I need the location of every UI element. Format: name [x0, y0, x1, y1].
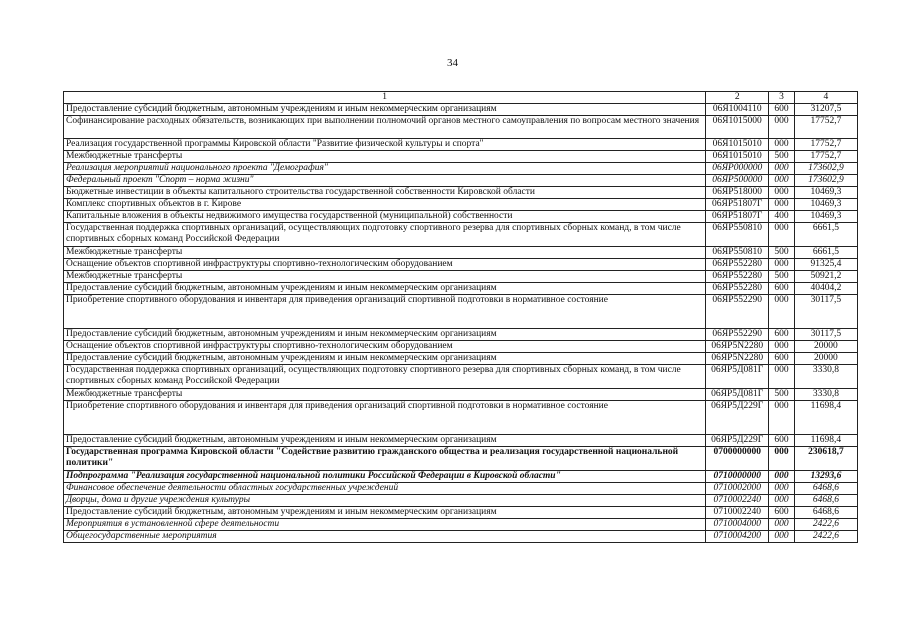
- table-row: [64, 151, 858, 163]
- budget-table-body: [64, 92, 858, 543]
- row-name-cell: Государственная поддержка спортивных организаций, осуществляющих подготовку спортивного резерва для спортивных сборных команд, в том числе спортивных сборных команд Российской Федерации: [64, 365, 706, 389]
- row-name-cell: Бюджетные инвестиции в объекты капитального строительства государственной собственности Кировской области: [64, 187, 706, 199]
- row-expense-type-cell: 000: [769, 447, 794, 471]
- row-expense-type-cell: 000: [769, 519, 794, 531]
- row-code-cell: 0710000000: [706, 471, 769, 483]
- table-row: [64, 247, 858, 259]
- row-name-cell: Финансовое обеспечение деятельности областных государственных учреждений: [64, 483, 706, 495]
- table-row: [64, 187, 858, 199]
- table-row: [64, 389, 858, 401]
- row-code-cell: 06Я1015010: [706, 151, 769, 163]
- row-name-cell: Предоставление субсидий бюджетным, автономным учреждениям и иным некоммерческим организациям: [64, 435, 706, 447]
- row-amount-cell: 230618,7: [794, 447, 857, 471]
- row-name-cell: Межбюджетные трансферты: [64, 151, 706, 163]
- row-expense-type-cell: 600: [769, 104, 794, 116]
- row-expense-type-cell: 000: [769, 401, 794, 435]
- row-code-cell: 0710004200: [706, 531, 769, 543]
- row-code-cell: 0700000000: [706, 447, 769, 471]
- row-name-cell: Предоставление субсидий бюджетным, автономным учреждениям и иным некоммерческим организациям: [64, 104, 706, 116]
- row-amount-cell: 20000: [794, 341, 857, 353]
- row-name-cell: Приобретение спортивного оборудования и инвентаря для приведения организаций спортивной подготовки в нормативное состояние: [64, 295, 706, 329]
- table-row: [64, 483, 858, 495]
- table-row: [64, 259, 858, 271]
- row-code-cell: 0710002000: [706, 483, 769, 495]
- row-code-cell: 06ЯР5N2280: [706, 341, 769, 353]
- table-row: [64, 495, 858, 507]
- row-expense-type-cell: 000: [769, 531, 794, 543]
- row-amount-cell: 3330,8: [794, 389, 857, 401]
- row-code-cell: 06ЯР552280: [706, 271, 769, 283]
- row-expense-type-cell: 000: [769, 223, 794, 247]
- row-code-cell: 06Я1015000: [706, 116, 769, 139]
- row-name-cell: Дворцы, дома и другие учреждения культуры: [64, 495, 706, 507]
- table-row: [64, 365, 858, 389]
- table-row: [64, 116, 858, 139]
- row-expense-type-cell: 000: [769, 199, 794, 211]
- row-name-cell: Реализация мероприятий национального проекта "Демография": [64, 163, 706, 175]
- row-name-cell: Предоставление субсидий бюджетным, автономным учреждениям и иным некоммерческим организациям: [64, 507, 706, 519]
- row-amount-cell: 11698,4: [794, 401, 857, 435]
- row-code-cell: 0710002240: [706, 507, 769, 519]
- row-name-cell: Реализация государственной программы Кировской области "Развитие физической культуры и спорта": [64, 139, 706, 151]
- row-amount-cell: 20000: [794, 353, 857, 365]
- row-amount-cell: 10469,3: [794, 211, 857, 223]
- row-code-cell: 06ЯР550810: [706, 247, 769, 259]
- row-amount-cell: 17752,7: [794, 139, 857, 151]
- row-expense-type-cell: 600: [769, 353, 794, 365]
- row-code-cell: 06ЯР552280: [706, 259, 769, 271]
- table-row: [64, 223, 858, 247]
- row-code-cell: 06ЯР552290: [706, 329, 769, 341]
- row-amount-cell: 50921,2: [794, 271, 857, 283]
- row-expense-type-cell: 000: [769, 259, 794, 271]
- row-amount-cell: 40404,2: [794, 283, 857, 295]
- row-name-cell: Межбюджетные трансферты: [64, 271, 706, 283]
- table-row: [64, 519, 858, 531]
- row-expense-type-cell: 000: [769, 365, 794, 389]
- row-code-cell: 06ЯР5N2280: [706, 353, 769, 365]
- row-expense-type-cell: 500: [769, 271, 794, 283]
- row-name-cell: Предоставление субсидий бюджетным, автономным учреждениям и иным некоммерческим организациям: [64, 283, 706, 295]
- table-header-row: [64, 92, 858, 104]
- table-row: [64, 471, 858, 483]
- table-row: [64, 295, 858, 329]
- row-expense-type-cell: 000: [769, 139, 794, 151]
- row-amount-cell: 3330,8: [794, 365, 857, 389]
- row-expense-type-cell: 000: [769, 295, 794, 329]
- row-expense-type-cell: 400: [769, 211, 794, 223]
- table-row: [64, 353, 858, 365]
- row-expense-type-cell: 500: [769, 151, 794, 163]
- row-expense-type-cell: 000: [769, 187, 794, 199]
- row-expense-type-cell: 000: [769, 471, 794, 483]
- row-code-cell: 06ЯР51807Г: [706, 199, 769, 211]
- row-amount-cell: 2422,6: [794, 519, 857, 531]
- table-row: [64, 139, 858, 151]
- row-name-cell: Капитальные вложения в объекты недвижимого имущества государственной (муниципальной) собственности: [64, 211, 706, 223]
- row-amount-cell: 6468,6: [794, 507, 857, 519]
- table-row: [64, 507, 858, 519]
- row-name-cell: Комплекс спортивных объектов в г. Кирове: [64, 199, 706, 211]
- row-code-cell: 0710002240: [706, 495, 769, 507]
- table-row: [64, 283, 858, 295]
- row-name-cell: Межбюджетные трансферты: [64, 247, 706, 259]
- row-name-cell: Предоставление субсидий бюджетным, автономным учреждениям и иным некоммерческим организациям: [64, 353, 706, 365]
- table-row: [64, 163, 858, 175]
- row-expense-type-cell: 000: [769, 163, 794, 175]
- table-row: [64, 271, 858, 283]
- row-amount-cell: 6661,5: [794, 247, 857, 259]
- row-expense-type-cell: 600: [769, 435, 794, 447]
- header-col-4: 4: [794, 92, 857, 104]
- row-amount-cell: 17752,7: [794, 151, 857, 163]
- row-code-cell: 06Я1015010: [706, 139, 769, 151]
- table-row: [64, 341, 858, 353]
- row-name-cell: Оснащение объектов спортивной инфраструктуры спортивно-технологическим оборудованием: [64, 341, 706, 353]
- row-expense-type-cell: 000: [769, 495, 794, 507]
- row-amount-cell: 6468,6: [794, 495, 857, 507]
- row-name-cell: Государственная программа Кировской области "Содействие развитию гражданского общества и реализация государственной национальной политики": [64, 447, 706, 471]
- row-name-cell: Предоставление субсидий бюджетным, автономным учреждениям и иным некоммерческим организациям: [64, 329, 706, 341]
- table-row: [64, 211, 858, 223]
- budget-table: [63, 91, 858, 543]
- row-amount-cell: 30117,5: [794, 329, 857, 341]
- table-row: [64, 435, 858, 447]
- table-row: [64, 531, 858, 543]
- row-code-cell: 06ЯР5Д229Г: [706, 401, 769, 435]
- row-name-cell: Межбюджетные трансферты: [64, 389, 706, 401]
- row-amount-cell: 17752,7: [794, 116, 857, 139]
- table-row: [64, 401, 858, 435]
- row-expense-type-cell: 500: [769, 389, 794, 401]
- row-code-cell: 06ЯР5Д081Г: [706, 389, 769, 401]
- row-expense-type-cell: 000: [769, 341, 794, 353]
- header-col-3: 3: [769, 92, 794, 104]
- row-expense-type-cell: 600: [769, 507, 794, 519]
- row-code-cell: 06ЯР5Д229Г: [706, 435, 769, 447]
- row-name-cell: Федеральный проект "Спорт – норма жизни": [64, 175, 706, 187]
- row-amount-cell: 2422,6: [794, 531, 857, 543]
- row-expense-type-cell: 600: [769, 329, 794, 341]
- row-amount-cell: 173602,9: [794, 163, 857, 175]
- page-number: 34: [447, 57, 458, 69]
- table-row: [64, 447, 858, 471]
- row-amount-cell: 10469,3: [794, 199, 857, 211]
- row-code-cell: 06ЯР552290: [706, 295, 769, 329]
- header-col-1: 1: [64, 92, 706, 104]
- table-row: [64, 104, 858, 116]
- row-amount-cell: 91325,4: [794, 259, 857, 271]
- row-amount-cell: 173602,9: [794, 175, 857, 187]
- row-expense-type-cell: 000: [769, 175, 794, 187]
- row-code-cell: 06ЯР552280: [706, 283, 769, 295]
- row-amount-cell: 31207,5: [794, 104, 857, 116]
- row-amount-cell: 13293,6: [794, 471, 857, 483]
- table-row: [64, 199, 858, 211]
- row-name-cell: Приобретение спортивного оборудования и инвентаря для приведения организаций спортивной подготовки в нормативное состояние: [64, 401, 706, 435]
- row-code-cell: 06ЯР5Д081Г: [706, 365, 769, 389]
- row-amount-cell: 30117,5: [794, 295, 857, 329]
- row-code-cell: 06Я1004110: [706, 104, 769, 116]
- table-row: [64, 329, 858, 341]
- row-name-cell: Подпрограмма "Реализация государственной национальной политики Российской Федерации в Кировской области": [64, 471, 706, 483]
- row-name-cell: Мероприятия в установленной сфере деятельности: [64, 519, 706, 531]
- row-expense-type-cell: 600: [769, 283, 794, 295]
- row-name-cell: Софинансирование расходных обязательств, возникающих при выполнении полномочий органов местного самоуправления по вопросам местного значения: [64, 116, 706, 139]
- row-name-cell: Оснащение объектов спортивной инфраструктуры спортивно-технологическим оборудованием: [64, 259, 706, 271]
- row-code-cell: 06ЯР51807Г: [706, 211, 769, 223]
- row-code-cell: 0710004000: [706, 519, 769, 531]
- header-col-2: 2: [706, 92, 769, 104]
- row-code-cell: 06ЯР500000: [706, 175, 769, 187]
- row-code-cell: 06ЯР550810: [706, 223, 769, 247]
- table-row: [64, 175, 858, 187]
- row-code-cell: 06ЯР518000: [706, 187, 769, 199]
- row-amount-cell: 10469,3: [794, 187, 857, 199]
- row-expense-type-cell: 000: [769, 483, 794, 495]
- row-amount-cell: 11698,4: [794, 435, 857, 447]
- row-amount-cell: 6468,6: [794, 483, 857, 495]
- row-name-cell: Общегосударственные мероприятия: [64, 531, 706, 543]
- row-expense-type-cell: 000: [769, 116, 794, 139]
- row-expense-type-cell: 500: [769, 247, 794, 259]
- row-amount-cell: 6661,5: [794, 223, 857, 247]
- row-code-cell: 06ЯР000000: [706, 163, 769, 175]
- row-name-cell: Государственная поддержка спортивных организаций, осуществляющих подготовку спортивного резерва для спортивных сборных команд, в том числе спортивных сборных команд Российской Федерации: [64, 223, 706, 247]
